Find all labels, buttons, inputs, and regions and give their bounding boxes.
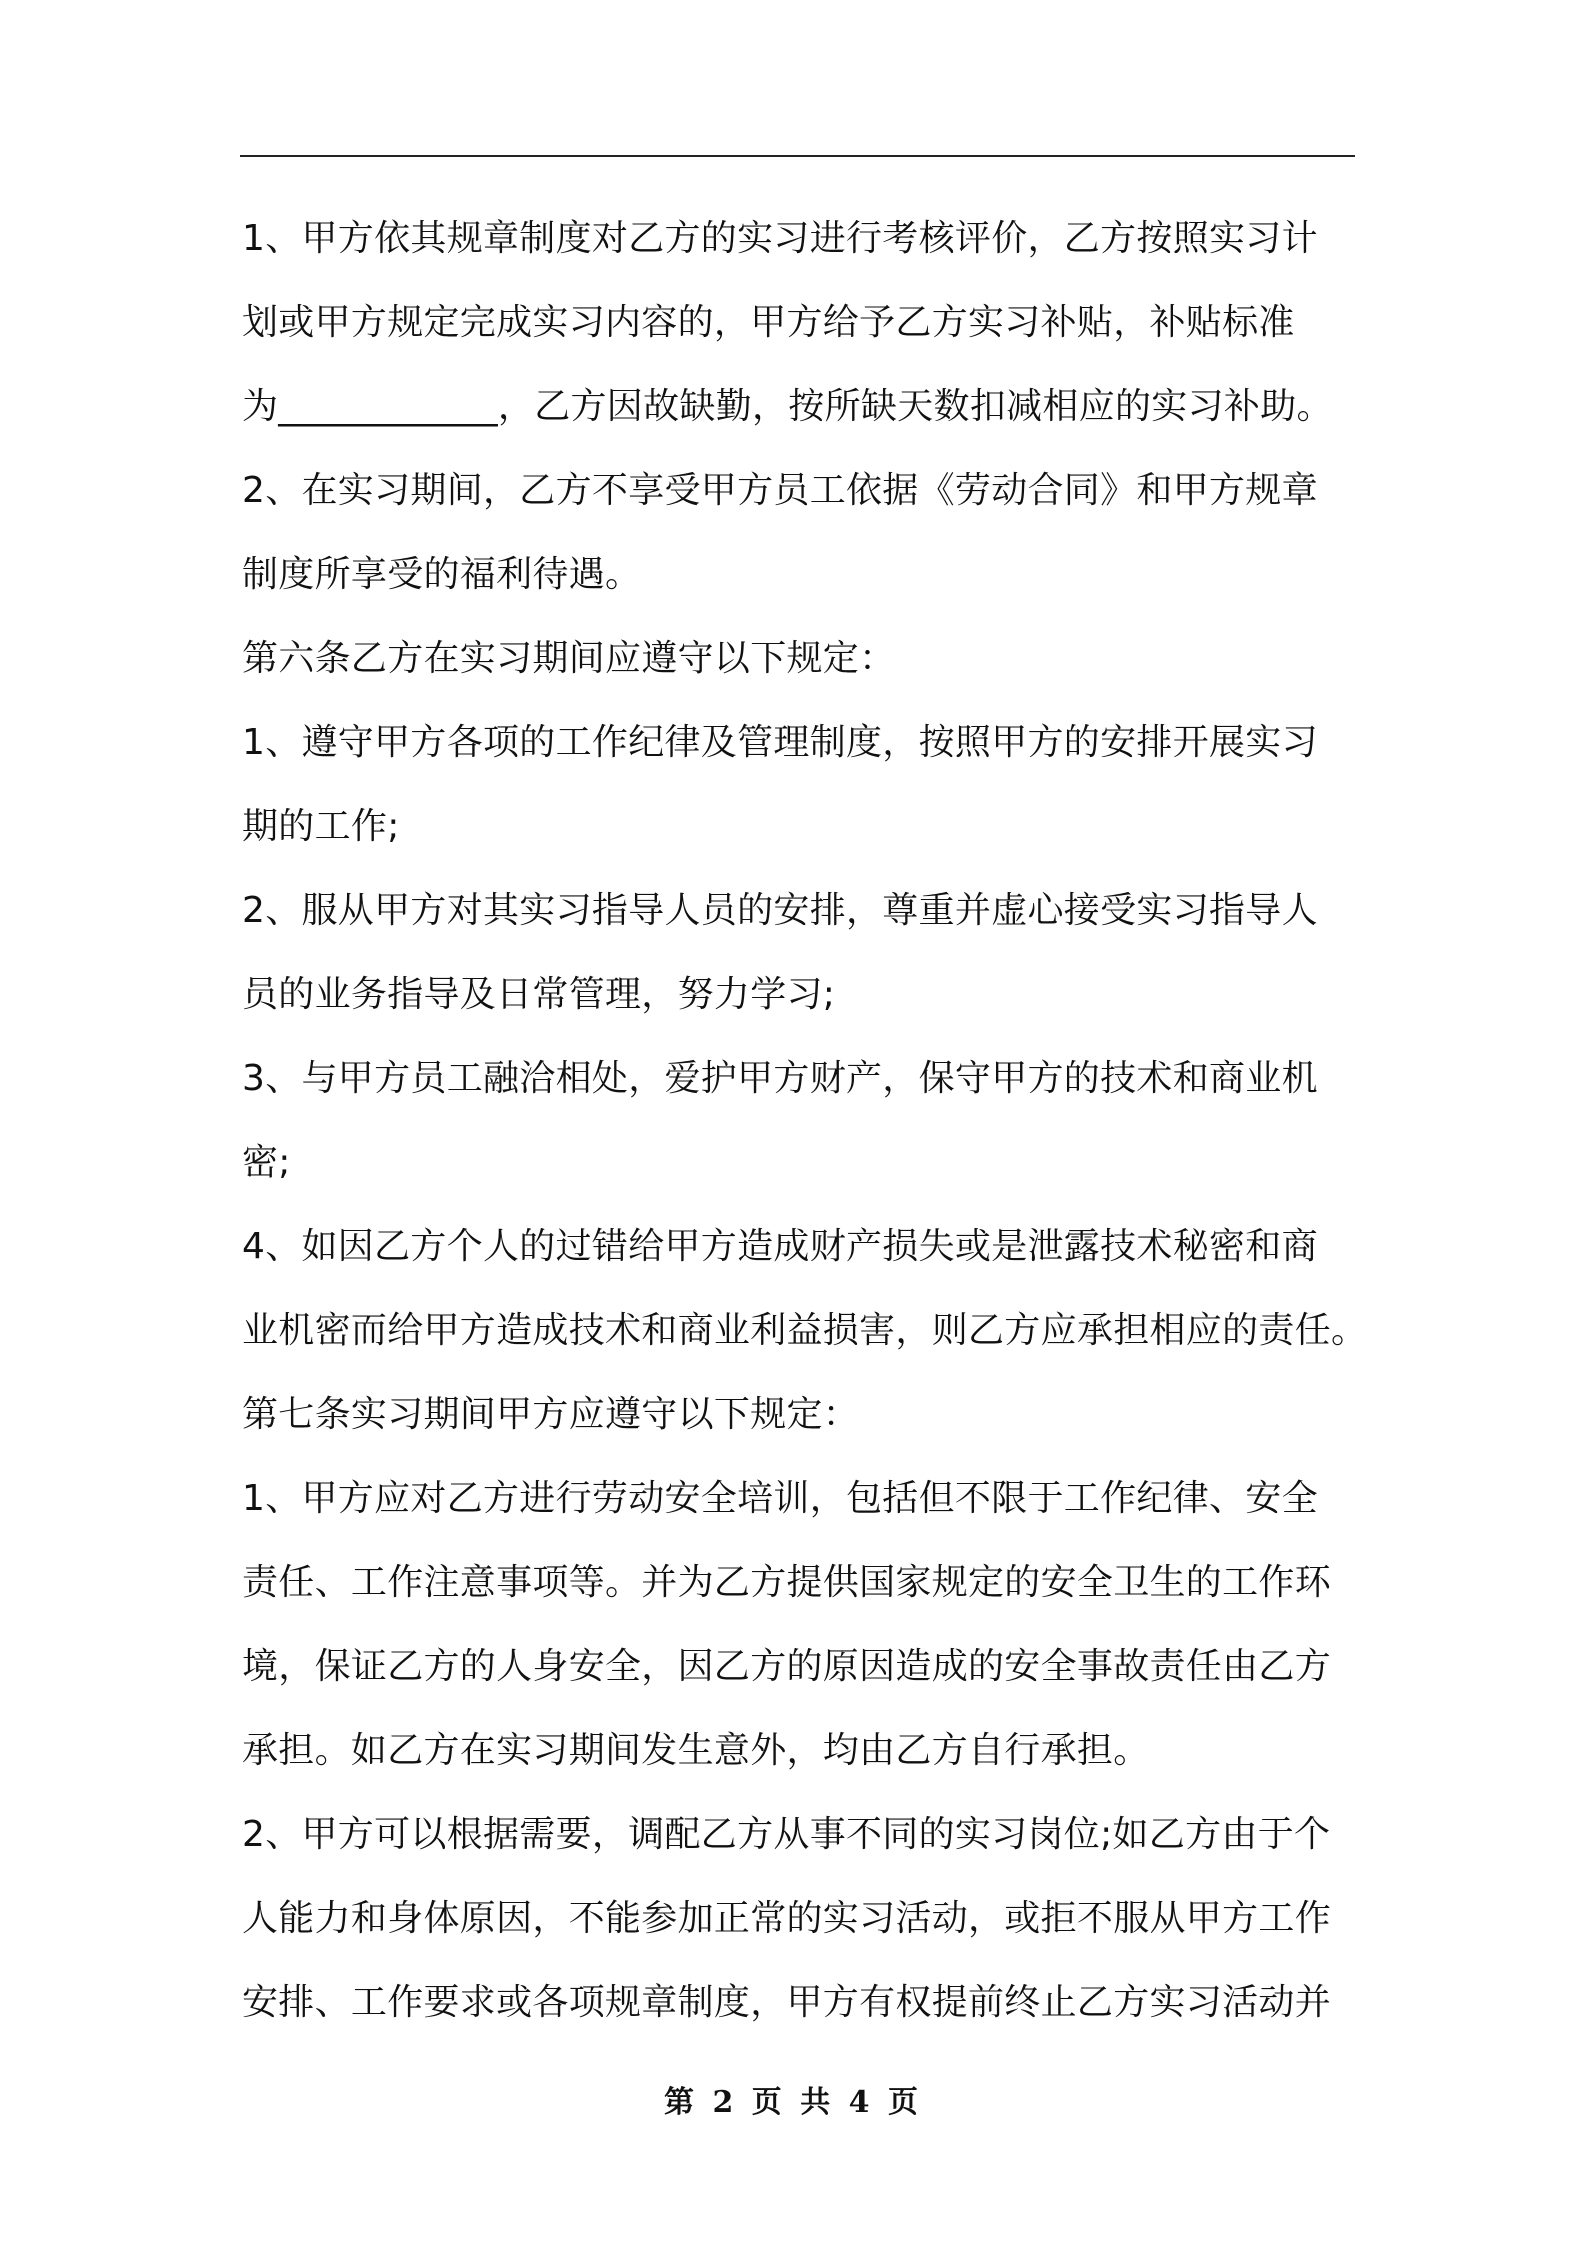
body-line: 划或甲方规定完成实习内容的，甲方给予乙方实习补贴，补贴标准 [242,302,1295,343]
body-line: 为____________，乙方因故缺勤，按所缺天数扣减相应的实习补助。 [242,386,1333,427]
body-line: 4、如因乙方个人的过错给甲方造成财产损失或是泄露技术秘密和商 [242,1226,1318,1267]
section-heading: 第六条乙方在实习期间应遵守以下规定： [242,638,896,679]
body-line: 承担。如乙方在实习期间发生意外，均由乙方自行承担。 [242,1730,1150,1771]
body-line: 期的工作; [242,806,400,847]
section-heading: 第七条实习期间甲方应遵守以下规定： [242,1394,860,1435]
body-line: 责任、工作注意事项等。并为乙方提供国家规定的安全卫生的工作环 [242,1562,1332,1603]
body-line: 2、在实习期间，乙方不享受甲方员工依据《劳动合同》和甲方规章 [242,470,1318,511]
body-line: 密; [242,1142,291,1183]
header-divider [240,155,1355,157]
body-line: 员的业务指导及日常管理，努力学习; [242,974,836,1015]
document-body [242,197,1372,2045]
body-line: 安排、工作要求或各项规章制度，甲方有权提前终止乙方实习活动并 [242,1982,1332,2023]
body-line: 1、遵守甲方各项的工作纪律及管理制度，按照甲方的安排开展实习 [242,722,1318,763]
body-line: 3、与甲方员工融洽相处，爱护甲方财产，保守甲方的技术和商业机 [242,1058,1318,1099]
body-line: 制度所享受的福利待遇。 [242,554,642,595]
page-number: 第 2 页 共 4 页 [664,2085,922,2120]
body-line: 1、甲方应对乙方进行劳动安全培训，包括但不限于工作纪律、安全 [242,1478,1318,1519]
body-line: 业机密而给甲方造成技术和商业利益损害，则乙方应承担相应的责任。 [242,1310,1368,1351]
body-line: 境，保证乙方的人身安全，因乙方的原因造成的安全事故责任由乙方 [242,1646,1332,1687]
body-line: 1、甲方依其规章制度对乙方的实习进行考核评价，乙方按照实习计 [242,218,1318,259]
body-line: 2、甲方可以根据需要，调配乙方从事不同的实习岗位;如乙方由于个 [242,1814,1331,1855]
body-line: 2、服从甲方对其实习指导人员的安排，尊重并虚心接受实习指导人 [242,890,1318,931]
body-line: 人能力和身体原因，不能参加正常的实习活动，或拒不服从甲方工作 [242,1898,1332,1939]
